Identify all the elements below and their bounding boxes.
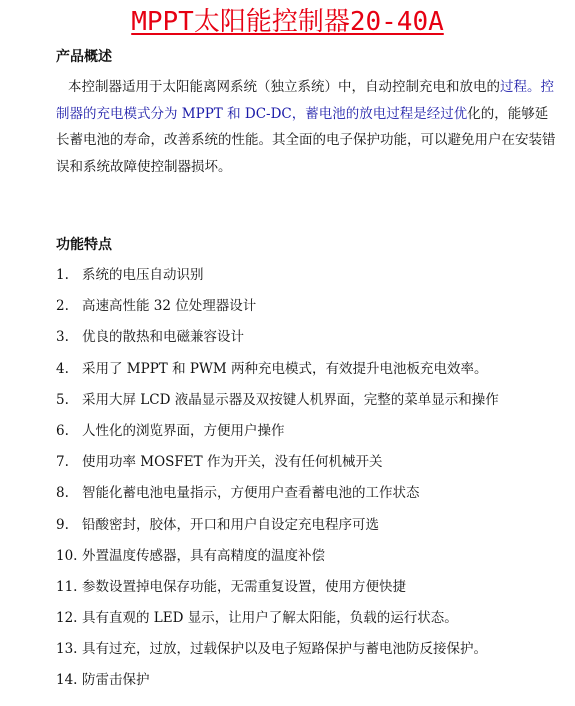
feature-text: 高速高性能 32 位处理器设计 — [82, 298, 257, 315]
feature-text: 外置温度传感器，具有高精度的温度补偿 — [82, 547, 325, 564]
feature-item — [56, 669, 571, 700]
feature-item — [56, 264, 571, 295]
feature-item — [56, 514, 571, 545]
feature-item — [56, 326, 571, 357]
page-title: MPPT太阳能控制器20-40A — [131, 7, 444, 37]
feature-number: 11. — [56, 578, 78, 595]
feature-item — [56, 545, 571, 576]
feature-number: 9. — [56, 516, 69, 533]
overview-paragraph — [56, 74, 561, 180]
overview-text-part-3: 化的，能够延长蓄电池的寿命，改善系统的性能。其全面的电子保护功能，可以避免用户在安装错误和系统故障使控制器损坏。 — [56, 105, 556, 175]
feature-text: 参数设置掉电保存功能，无需重复设置，使用方便快捷 — [82, 578, 406, 595]
feature-number: 8. — [56, 485, 69, 502]
overview-heading: 产品概述 — [56, 49, 112, 65]
feature-number: 7. — [56, 454, 69, 471]
feature-text: 具有直观的 LED 显示，让用户了解太阳能，负载的运行状态。 — [82, 610, 458, 627]
feature-number: 10. — [56, 547, 78, 564]
feature-text: 防雷击保护 — [82, 672, 150, 689]
feature-text: 智能化蓄电池电量指示，方便用户查看蓄电池的工作状态 — [82, 485, 420, 502]
feature-item — [56, 576, 571, 607]
feature-number: 14. — [56, 672, 78, 689]
feature-text: 具有过充，过放，过载保护以及电子短路保护与蓄电池防反接保护。 — [82, 641, 487, 658]
overview-text-part-2: 过程。控制器的充电模式分为 MPPT 和 DC-DC，蓄电池的放电过程是经过优 — [56, 79, 554, 122]
feature-item — [56, 358, 571, 389]
features-list — [56, 264, 571, 701]
feature-number: 12. — [56, 610, 78, 627]
feature-text: 采用大屏 LCD 液晶显示器及双按键人机界面，完整的菜单显示和操作 — [82, 391, 499, 408]
feature-number: 1. — [56, 267, 69, 283]
feature-item — [56, 389, 571, 420]
feature-item — [56, 451, 571, 482]
feature-number: 5. — [56, 391, 69, 408]
feature-item — [56, 607, 571, 638]
feature-number: 3. — [56, 329, 69, 346]
feature-text: 人性化的浏览界面，方便用户操作 — [82, 422, 285, 439]
feature-text: 优良的散热和电磁兼容设计 — [82, 329, 244, 346]
feature-item — [56, 638, 571, 669]
feature-item — [56, 295, 571, 326]
feature-text: 系统的电压自动识别 — [82, 267, 204, 283]
feature-number: 4. — [56, 360, 69, 377]
features-heading: 功能特点 — [56, 237, 112, 253]
feature-number: 2. — [56, 298, 69, 315]
feature-number: 13. — [56, 641, 78, 658]
feature-text: 使用功率 MOSFET 作为开关，没有任何机械开关 — [82, 454, 383, 471]
feature-text: 铅酸密封，胶体，开口和用户自设定充电程序可选 — [82, 516, 379, 533]
feature-text: 采用了 MPPT 和 PWM 两种充电模式，有效提升电池板充电效率。 — [82, 360, 488, 377]
overview-text-part-1: 本控制器适用于太阳能离网系统（独立系统）中，自动控制充电和放电的 — [68, 79, 500, 95]
feature-item — [56, 482, 571, 513]
feature-item — [56, 420, 571, 451]
feature-number: 6. — [56, 422, 69, 439]
